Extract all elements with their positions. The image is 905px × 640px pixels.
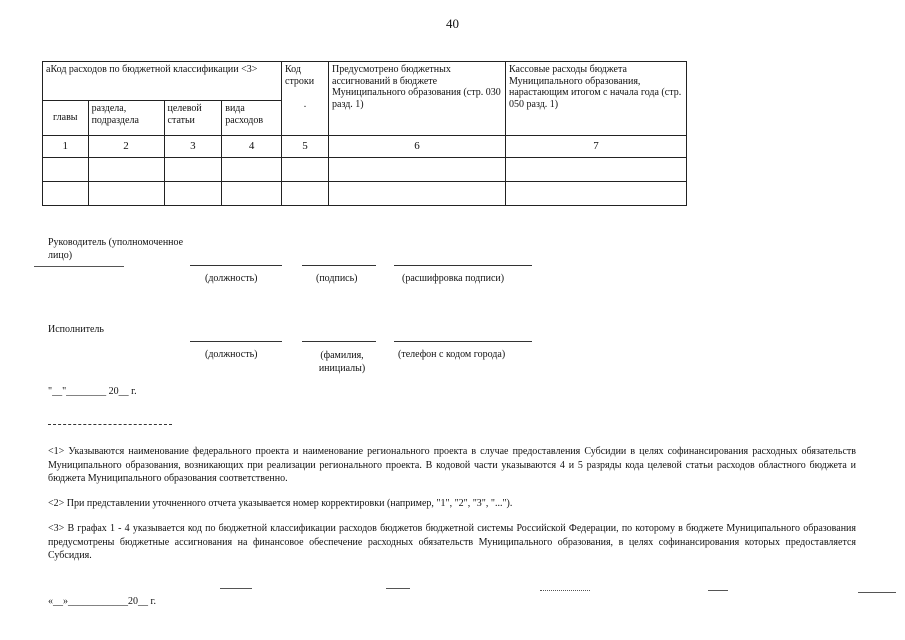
budget-classification-header: аКод расходов по бюджетной классификации <3>: [43, 62, 282, 101]
column-number-cell: 1: [43, 136, 89, 158]
column-number-cell: 5: [282, 136, 329, 158]
planned-allocations-header: Предусмотрено бюджетных ассигнований в бюджете Муниципального образования (стр. 030 разд. 1): [329, 62, 506, 136]
line-code-label: Код строки: [285, 64, 315, 87]
target-item-subheader: целевой статьи: [164, 101, 222, 136]
date-line: "__"________ 20__ г.: [48, 386, 137, 397]
empty-cell: [329, 182, 506, 206]
footnote-2: <2> При представлении уточненного отчета указывается номер корректировки (например, "1", "2", "3", "...").: [48, 498, 513, 509]
empty-cell: [164, 182, 222, 206]
empty-cell: [88, 158, 164, 182]
footnote-1: <1> Указываются наименование федерального проекта и наименование регионального проекта в случае предоставления Субсидии в целях софинансирования расходных обязательств Муниципального образования, возникающих при реализации регионального проекта. В кодовой части указываются 4 и 5 разряды кода целевой статьи расходов областного бюджета и бюджета Муниципального образования соответственно.: [48, 446, 856, 484]
line-code-mark: .: [303, 98, 307, 110]
empty-cell: [43, 158, 89, 182]
signature-line: [302, 265, 376, 266]
stray-line: [540, 590, 590, 591]
column-number-cell: 6: [329, 136, 506, 158]
empty-cell: [88, 182, 164, 206]
stray-line: [220, 588, 252, 589]
column-number-cell: 7: [506, 136, 687, 158]
stray-line: [858, 592, 896, 593]
transcript-caption: (расшифровка подписи): [402, 273, 505, 284]
column-number-cell: 2: [88, 136, 164, 158]
section-subheader: раздела, подраздела: [88, 101, 164, 136]
empty-cell: [282, 182, 329, 206]
empty-cell: [282, 158, 329, 182]
stray-line: [34, 266, 124, 267]
report-table: [42, 61, 687, 206]
empty-cell: [506, 158, 687, 182]
executor-name-line: [302, 341, 376, 342]
table-row: [43, 182, 687, 206]
page-number: 40: [446, 16, 459, 31]
empty-cell: [164, 158, 222, 182]
empty-cell: [43, 182, 89, 206]
executor-position-caption: (должность): [205, 349, 258, 360]
head-label: Руководитель (уполномоченное лицо): [48, 237, 184, 261]
chapter-subheader: главы: [43, 101, 89, 136]
executor-label: Исполнитель: [48, 324, 104, 335]
executor-name-caption: (фамилия, инициалы): [318, 350, 366, 374]
line-code-header: [282, 62, 329, 136]
signature-caption: (подпись): [316, 273, 358, 284]
executor-position-line: [190, 341, 282, 342]
footnote-3: <3> В графах 1 - 4 указывается код по бюджетной классификации расходов бюджетов бюджетной системы Российской Федерации, по которому в бюджете Муниципального образования предусмотрены бюджетные ассигнования на финансовое обеспечение расходных обязательств Муниципального образования, в целях софинансирования которых предоставляется Субсидия.: [48, 523, 856, 561]
column-number-cell: 4: [222, 136, 282, 158]
column-number-cell: 3: [164, 136, 222, 158]
executor-phone-caption: (телефон с кодом города): [398, 349, 506, 360]
empty-cell: [222, 182, 282, 206]
position-caption: (должность): [205, 273, 258, 284]
expense-type-subheader: вида расходов: [222, 101, 282, 136]
position-line: [190, 265, 282, 266]
cash-expenses-header: Кассовые расходы бюджета Муниципального образования, нарастающим итогом с начала года (стр. 050 разд. 1): [506, 62, 687, 136]
footnote-separator: [48, 424, 172, 425]
bottom-date-line: «__»____________20__ г.: [48, 596, 156, 607]
empty-cell: [222, 158, 282, 182]
table-row: [43, 158, 687, 182]
transcript-line: [394, 265, 532, 266]
stray-line: [386, 588, 410, 589]
stray-line: [708, 590, 728, 591]
empty-cell: [329, 158, 506, 182]
executor-phone-line: [394, 341, 532, 342]
empty-cell: [506, 182, 687, 206]
